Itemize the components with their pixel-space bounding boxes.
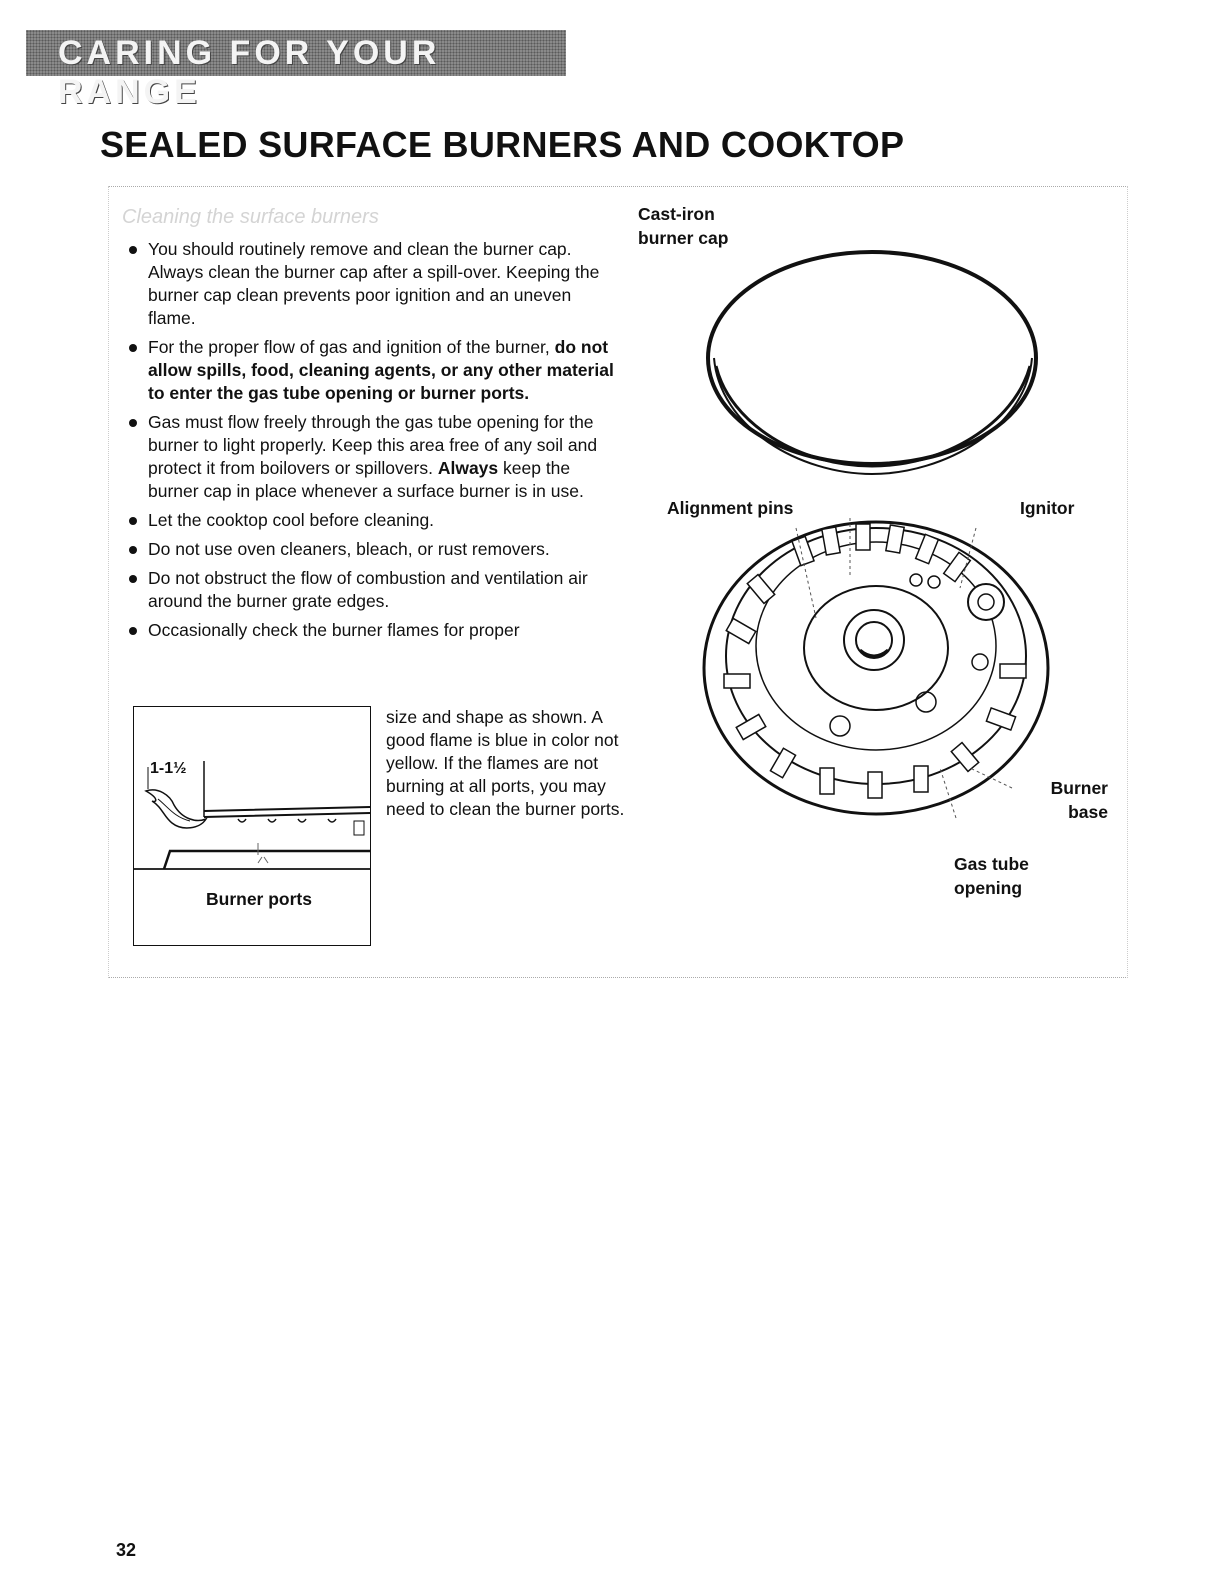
instruction-text: Let the cooktop cool before cleaning.	[148, 510, 435, 530]
instruction-item	[128, 509, 618, 532]
instruction-item	[128, 538, 618, 561]
ignitor-label: Ignitor	[1020, 498, 1075, 518]
instruction-text: keep the burner cap in place whenever a surface burner is in use.	[148, 458, 584, 501]
flame-diagram	[133, 706, 371, 946]
burner-ports-label: Burner ports	[206, 889, 312, 909]
instruction-text: Gas must flow freely through the gas tube opening for the burner to light properly. Keep this area free of any soil and protect it from boilovers or spillovers.	[148, 412, 598, 478]
burner-base-drawing	[704, 518, 1048, 818]
instruction-item	[128, 567, 618, 613]
instruction-item	[128, 411, 618, 503]
flame-height-label: 1-1½	[150, 760, 187, 777]
instruction-text: Occasionally check the burner flames for proper	[148, 620, 520, 640]
instruction-text: Do not use oven cleaners, bleach, or rust removers.	[148, 539, 550, 559]
page-number: 32	[116, 1540, 137, 1560]
instruction-text: You should routinely remove and clean the burner cap. Always clean the burner cap after a spill-over. Keeping the burner cap clean prevents poor ignition and an uneven flame.	[148, 239, 600, 328]
burner-base-label-line2: base	[1068, 802, 1108, 822]
section-subheading: Cleaning the surface burners	[122, 206, 379, 228]
burner-base-label-line1: Burner	[1050, 778, 1108, 798]
instruction-text: For the proper flow of gas and ignition of the burner,	[148, 337, 555, 357]
instruction-emphasis: do not allow spills, food, cleaning agents, or any other material to enter the gas tube opening or burner ports.	[148, 337, 614, 403]
alignment-pins-label: Alignment pins	[667, 498, 794, 518]
section-banner	[26, 30, 566, 111]
instruction-item	[128, 238, 618, 330]
gas-tube-label-line1: Gas tube	[954, 854, 1029, 874]
section-banner-text: CARING FOR YOUR RANGE	[58, 34, 441, 111]
instruction-item	[128, 336, 618, 405]
instruction-emphasis: Always	[437, 458, 499, 478]
burner-cap-label	[638, 202, 728, 250]
burner-cap-drawing	[708, 252, 1036, 474]
instruction-item	[128, 619, 618, 642]
burner-base-label	[1040, 776, 1108, 824]
instruction-text: Do not obstruct the flow of combustion and ventilation air around the burner grate edges.	[148, 568, 588, 611]
gas-tube-label-line2: opening	[954, 878, 1023, 898]
burner-cap-label-line2: burner cap	[638, 228, 729, 248]
burner-illustration	[700, 228, 1060, 848]
burner-cap-label-line1: Cast-iron	[638, 204, 715, 224]
flame-description: size and shape as shown. A good flame is blue in color not yellow. If the flames are not burning at all ports, you may need to clean the burner ports.	[386, 707, 625, 819]
cleaning-instructions-list	[128, 238, 618, 648]
page-title: SEALED SURFACE BURNERS AND COOKTOP	[100, 124, 905, 165]
gas-tube-opening-label	[954, 852, 1029, 900]
